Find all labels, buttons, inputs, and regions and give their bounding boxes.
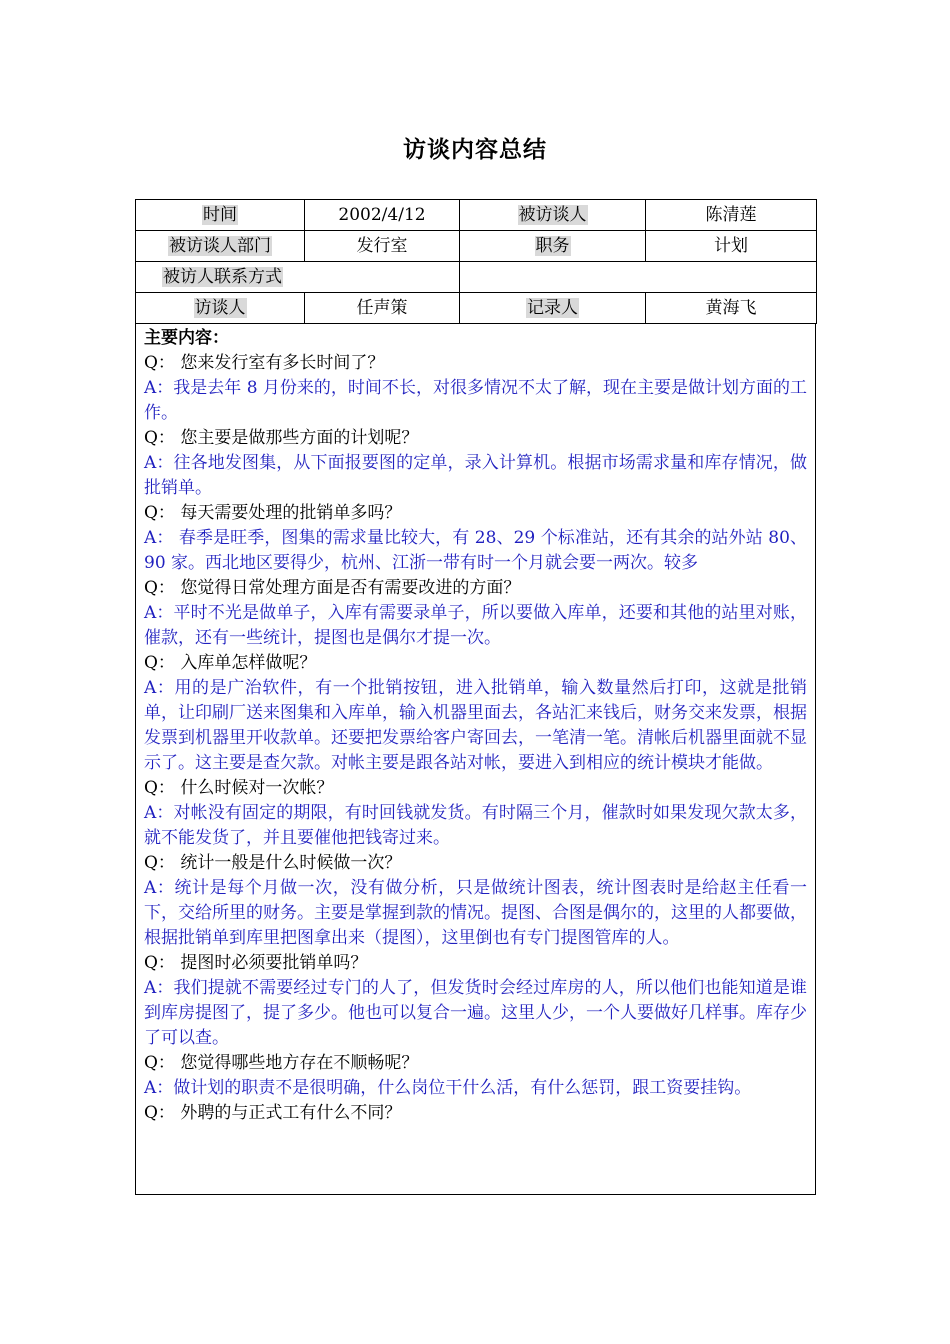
interviewee-value: 陈清莲 [646, 200, 817, 231]
question-2: Q： 您主要是做那些方面的计划呢？ [144, 428, 419, 448]
interviewee-label: 被访谈人 [518, 205, 587, 225]
dept-label-cell [136, 231, 305, 262]
contact-label-cell [136, 262, 460, 293]
content-heading: 主要内容： [144, 328, 229, 348]
info-row-interviewer [136, 293, 817, 324]
dept-value: 发行室 [305, 231, 460, 262]
info-row-department [136, 231, 817, 262]
answer-9: A：做计划的职责不是很明确，什么岗位干什么活，有什么惩罚，跟工资要挂钩。 [144, 1078, 752, 1098]
contact-label: 被访人联系方式 [163, 267, 282, 287]
interview-info-table [135, 199, 817, 324]
question-3: Q： 每天需要处理的批销单多吗？ [144, 503, 402, 523]
dept-label: 被访谈人部门 [169, 236, 271, 256]
interviewer-label: 访谈人 [194, 298, 246, 318]
time-label-cell [136, 200, 305, 231]
question-10: Q： 外聘的与正式工有什么不同？ [144, 1103, 402, 1123]
position-label: 职务 [535, 236, 570, 256]
question-6: Q： 什么时候对一次帐？ [144, 778, 334, 798]
answer-2: A：往各地发图集，从下面报要图的定单，录入计算机。根据市场需求量和库存情况，做批销单。 [144, 453, 807, 498]
answer-6: A：对帐没有固定的期限，有时回钱就发货。有时隔三个月，催款时如果发现欠款太多，就不能发货了，并且要催他把钱寄过来。 [144, 803, 807, 848]
answer-4: A：平时不光是做单子，入库有需要录单子，所以要做入库单，还要和其他的站里对账，催款，还有一些统计，提图也是偶尔才提一次。 [144, 603, 807, 648]
answer-1: A：我是去年 8 月份来的，时间不长，对很多情况不太了解，现在主要是做计划方面的工作。 [144, 378, 807, 423]
recorder-label-cell [460, 293, 646, 324]
question-9: Q： 您觉得哪些地方存在不顺畅呢？ [144, 1053, 419, 1073]
position-label-cell [460, 231, 646, 262]
time-label: 时间 [203, 205, 237, 225]
question-8: Q： 提图时必须要批销单吗？ [144, 953, 368, 973]
question-7: Q： 统计一般是什么时候做一次？ [144, 853, 402, 873]
contact-value [460, 262, 817, 293]
document-title: 访谈内容总结 [403, 137, 547, 163]
interviewer-label-cell [136, 293, 305, 324]
answer-3: A： 春季是旺季，图集的需求量比较大，有 28、29 个标准站，还有其余的站外站 80、90 家。西北地区要得少，杭州、江浙一带有时一个月就会要一两次。较多 [144, 528, 807, 573]
main-content-box [135, 323, 816, 1195]
info-row-contact [136, 262, 817, 293]
answer-8: A：我们提就不需要经过专门的人了，但发货时会经过库房的人，所以他们也能知道是谁到库房提图了，提了多少。他也可以复合一遍。这里人少，一个人要做好几样事。库存少了可以查。 [144, 978, 807, 1048]
interviewee-label-cell [460, 200, 646, 231]
question-1: Q： 您来发行室有多长时间了？ [144, 353, 385, 373]
recorder-label: 记录人 [527, 298, 578, 318]
answer-7: A：统计是每个月做一次，没有做分析，只是做统计图表，统计图表时是给赵主任看一下，交给所里的财务。主要是掌握到款的情况。提图、合图是偶尔的，这里的人都要做，根据批销单到库里把图拿出来（提图），这里倒也有专门提图管库的人。 [144, 878, 807, 948]
time-value: 2002/4/12 [305, 200, 460, 231]
position-value: 计划 [646, 231, 817, 262]
question-4: Q： 您觉得日常处理方面是否有需要改进的方面？ [144, 578, 521, 598]
question-5: Q： 入库单怎样做呢？ [144, 653, 317, 673]
recorder-value: 黄海飞 [646, 293, 817, 324]
answer-5: A：用的是广治软件，有一个批销按钮，进入批销单，输入数量然后打印，这就是批销单，让印刷厂送来图集和入库单，输入机器里面去，各站汇来钱后，财务交来发票，根据发票到机器里开收款单。还要把发票给客户寄回去，一笔清一笔。清帐后机器里面就不显示了。这主要是查欠款。对帐主要是跟各站对帐，要进入到相应的统计模块才能做。 [144, 678, 807, 773]
interviewer-value: 任声策 [305, 293, 460, 324]
info-row-time [136, 200, 817, 231]
